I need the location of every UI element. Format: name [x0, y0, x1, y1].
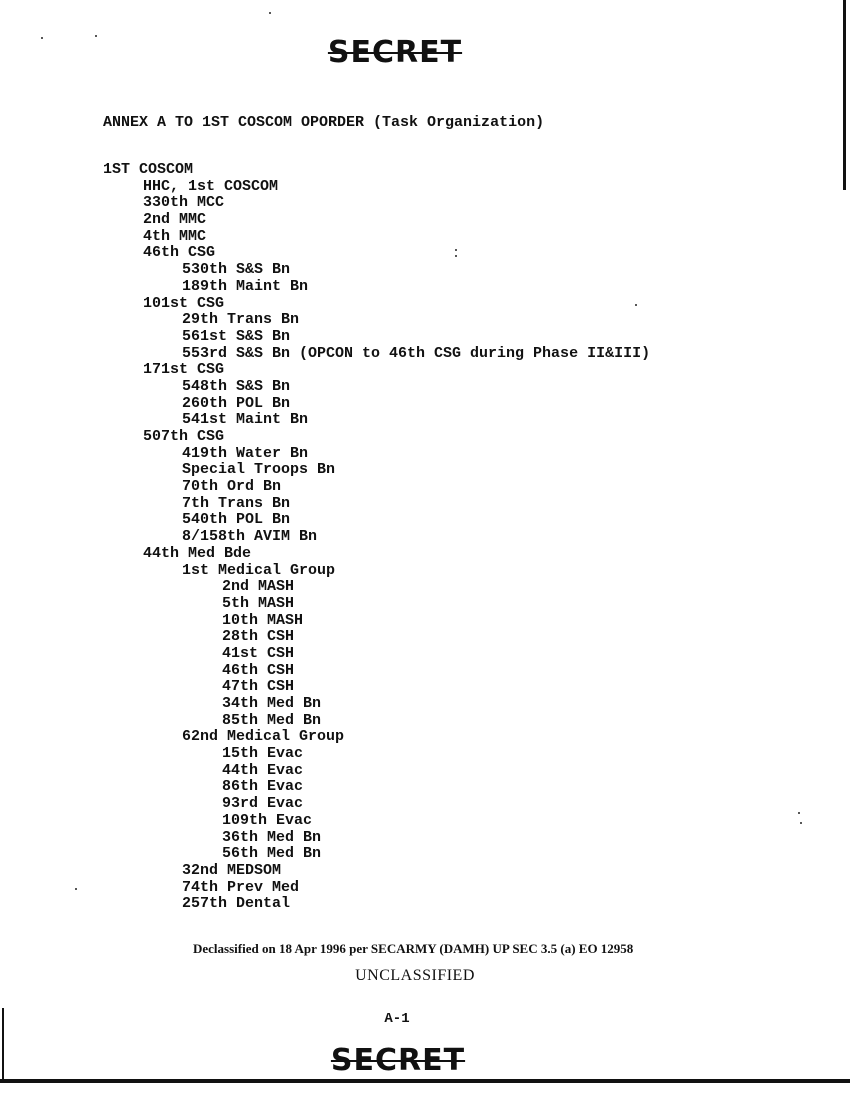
scan-edge-bottom — [0, 1079, 850, 1083]
org-unit-item: 44th Evac — [222, 761, 304, 779]
org-unit-item: 1st Medical Group — [182, 561, 336, 579]
scan-speck — [75, 888, 77, 890]
org-unit-item: 540th POL Bn — [182, 511, 291, 529]
org-unit-item: 56th Med Bn — [222, 845, 322, 863]
annex-title: ANNEX A TO 1ST COSCOM OPORDER (Task Organization) — [103, 114, 545, 131]
org-unit-item: 507th CSG — [143, 428, 225, 445]
org-unit-item: 93rd Evac — [222, 795, 304, 813]
declassification-notice: Declassified on 18 Apr 1996 per SECARMY (DAMH) UP SEC 3.5 (a) EO 12958 — [193, 941, 634, 956]
unclassified-marking: UNCLASSIFIED — [355, 967, 475, 984]
scan-speck — [269, 12, 271, 14]
org-unit-item: 7th Trans Bn — [182, 494, 291, 512]
org-unit-item: 257th Dental — [182, 895, 291, 913]
org-unit-item: 46th CSG — [143, 244, 216, 262]
org-unit-item: 10th MASH — [222, 611, 304, 629]
org-unit-item: 109th Evac — [222, 811, 313, 829]
org-unit-item: 36th Med Bn — [222, 828, 322, 846]
org-unit-item: 561st S&S Bn — [182, 327, 291, 345]
scan-edge-right — [843, 0, 846, 190]
org-unit-item: 29th Trans Bn — [182, 311, 300, 329]
org-unit-item: 2nd MASH — [222, 578, 295, 596]
org-unit-item: 189th Maint Bn — [182, 277, 309, 295]
org-unit-item: 5th MASH — [222, 594, 295, 612]
org-unit-item: 4th MMC — [143, 227, 207, 245]
org-unit-item: 330th MCC — [143, 194, 225, 212]
org-unit-item: 541st Maint Bn — [182, 411, 309, 429]
classification-marking-bottom: SECRET — [330, 1043, 466, 1078]
classification-marking-top: SECRET — [327, 35, 463, 70]
org-unit-item: 47th CSH — [222, 678, 295, 696]
org-unit-item: 44th Med Bde — [143, 544, 252, 562]
org-unit-item: 32nd MEDSOM — [182, 861, 282, 879]
org-unit-item: 171st CSG — [143, 361, 225, 379]
org-unit-item: Special Troops Bn — [182, 461, 336, 479]
org-unit-item: 28th CSH — [222, 628, 295, 646]
org-unit-item: 548th S&S Bn — [182, 377, 291, 395]
org-unit-item: 41st CSH — [222, 644, 295, 662]
scan-speck — [798, 812, 800, 814]
org-unit-item: 553rd S&S Bn (OPCON to 46th CSG during Phase II&III) — [182, 344, 651, 362]
page-number: A-1 — [384, 1011, 410, 1027]
org-unit-item: 101st CSG — [143, 294, 225, 312]
org-unit-item: 74th Prev Med — [182, 878, 300, 896]
org-unit-item: 1ST COSCOM — [103, 161, 194, 178]
scan-speck — [800, 822, 802, 824]
org-unit-item: 2nd MMC — [143, 211, 207, 229]
org-unit-item: 34th Med Bn — [222, 695, 322, 712]
org-unit-item: 8/158th AVIM Bn — [182, 528, 318, 546]
org-unit-item: HHC, 1st COSCOM — [143, 177, 279, 195]
task-organization-list — [103, 162, 650, 913]
org-unit-item: 46th CSH — [222, 661, 295, 679]
org-unit-item: 62nd Medical Group — [182, 728, 345, 746]
org-unit-item: 86th Evac — [222, 778, 304, 796]
org-unit-item: 70th Ord Bn — [182, 478, 282, 496]
scan-speck — [95, 35, 97, 37]
org-unit-item: 530th S&S Bn — [182, 261, 291, 279]
org-unit-item: 419th Water Bn — [182, 444, 309, 462]
org-unit-item: 15th Evac — [222, 745, 304, 763]
org-unit-item: 260th POL Bn — [182, 394, 291, 412]
org-unit-item: 85th Med Bn — [222, 711, 322, 729]
